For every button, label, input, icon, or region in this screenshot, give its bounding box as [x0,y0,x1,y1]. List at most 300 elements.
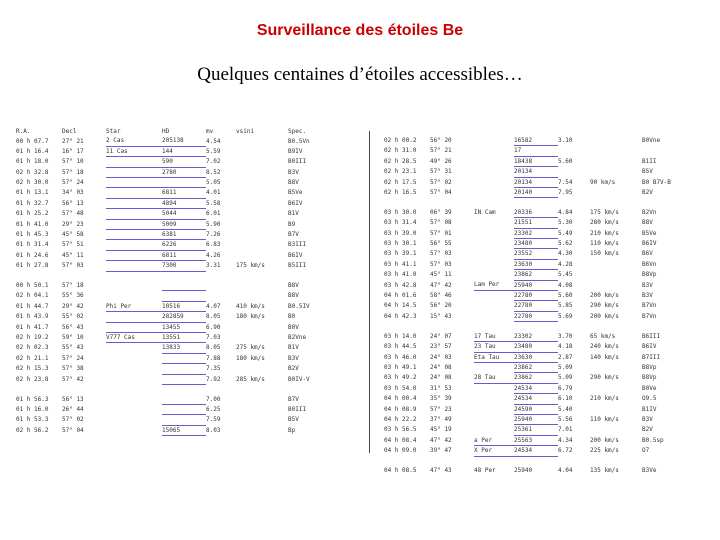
cell-star [474,270,514,280]
cell-hd: 13833 [162,343,206,353]
cell-vsini [590,362,642,372]
table-row [16,219,350,229]
cell-mv: 4.18 [558,343,573,351]
cell-star [474,156,514,166]
table-row [384,156,710,166]
cell-ra: 01 h 16.0 [16,405,49,413]
cell-ra: 02 h 00.2 [384,137,417,145]
cell-spec: B5V [288,416,299,424]
cell-vsini: 180 km/s [236,354,265,362]
cell-ra: 02 h 32.8 [16,168,49,176]
cell-hd: 23552 [514,249,558,259]
cell-ra: 02 h 02.3 [16,344,49,352]
cell-spec: B1II [642,157,657,165]
cell-star: 2 Cas [106,136,162,146]
cell-hd: 6811 [162,250,206,260]
column-divider [369,131,370,453]
cell-vsini [236,333,288,343]
cell-ra: 01 h 24.6 [16,251,49,259]
cell-hd: 25940 [514,280,558,290]
cell-mv: 5.60 [558,157,573,165]
cell-ra: 01 h 16.4 [16,147,49,155]
cell-spec: B8V [288,179,299,187]
cell-ra: 03 h 49.1 [384,363,417,371]
table-row [16,188,350,198]
cell-spec: B0IV-V [288,375,310,383]
table-row [384,466,710,475]
cell-dec: 57° 03 [430,250,452,258]
cell-ra: 04 h 01.6 [384,292,417,300]
cell-star [474,362,514,372]
cell-star [474,167,514,177]
cell-ra: 03 h 14.0 [384,332,417,340]
cell-star [106,219,162,229]
cell-hd: 18438 [514,156,558,166]
cell-spec: B3V [642,281,653,289]
cell-vsini [590,188,642,198]
cell-star: 17 Tau [474,332,514,342]
cell-mv: 6.83 [206,241,221,249]
cell-spec: B6IV [288,199,303,207]
cell-hd: 23480 [514,239,558,249]
table-row [16,322,350,332]
cell-mv: 4.26 [206,251,221,259]
cell-ra: 04 h 00.4 [384,395,417,403]
cell-spec: B8V [288,282,299,290]
cell-star [106,250,162,260]
cell-ra: 03 h 49.2 [384,374,417,382]
cell-hd: 23302 [514,228,558,238]
cell-star [106,167,162,177]
cell-vsini: 150 km/s [590,250,619,258]
cell-ra: 01 h 31.4 [16,241,49,249]
cell-hd: 590 [162,157,206,167]
table-row [16,209,350,219]
cell-spec: B5III [288,262,307,270]
cell-spec [642,146,710,156]
cell-dec: 56° 20 [430,137,452,145]
group-spacer [384,322,710,332]
table-row [384,373,710,383]
cell-hd: 24534 [514,446,558,456]
table-row [384,446,710,456]
cell-ra: 02 h 15.3 [16,365,49,373]
cell-spec: B2Vn [642,209,657,217]
cell-hd: 6811 [162,188,206,198]
cell-spec: B6IV [642,343,657,351]
cell-dec: 23° 57 [430,343,452,351]
cell-dec: 57° 21 [430,147,452,155]
cell-mv: 5.85 [558,302,573,310]
cell-hd: 23480 [514,342,558,352]
table-row [16,240,350,250]
cell-mv: 6.72 [558,447,573,455]
cell-vsini: 200 km/s [590,436,619,444]
cell-mv: 6.01 [206,210,221,218]
cell-ra: 00 h 07.7 [16,137,49,145]
column-header-mv: mv [206,128,214,135]
cell-vsini: 290 km/s [590,302,619,310]
cell-star [474,311,514,321]
cell-dec: 24° 08 [430,374,452,382]
cell-dec: 55° 02 [62,313,84,321]
cell-hd [162,394,206,404]
cell-mv: 7.92 [206,375,221,383]
cell-hd: 22780 [514,301,558,311]
cell-dec: 57° 18 [62,282,84,290]
cell-mv: 7.95 [558,189,573,197]
cell-vsini: 135 km/s [590,466,619,474]
cell-star [474,249,514,259]
cell-hd: 16582 [514,136,558,146]
cell-spec: B8Vp [642,271,657,279]
cell-spec: B6V [642,250,653,258]
cell-vsini: 175 km/s [236,262,265,270]
cell-hd [162,353,206,363]
cell-star: Eta Tau [474,352,514,362]
cell-star [106,353,162,363]
cell-vsini: 90 km/s [590,178,616,186]
cell-ra: 04 h 22.2 [384,415,417,423]
cell-spec: B0Ve [642,384,657,392]
cell-star [106,404,162,414]
cell-ra: 03 h 42.8 [384,281,417,289]
cell-vsini [236,415,288,425]
table-row [384,188,710,198]
cell-hd: 20134 [514,167,558,177]
cell-mv [206,291,236,301]
cell-ra: 03 h 41.0 [384,271,417,279]
cell-hd: 20134 [514,177,558,187]
cell-dec: 57° 02 [430,178,452,186]
cell-mv: 5.56 [558,415,573,423]
cell-vsini [590,404,642,414]
cell-vsini [236,425,288,435]
column-header-dec: Decl [62,128,77,135]
table-row [384,177,710,187]
cell-dec: 57° 03 [430,260,452,268]
cell-star [474,259,514,269]
table-row [384,218,710,228]
cell-ra: 01 h 56.3 [16,395,49,403]
cell-vsini [590,136,642,146]
cell-spec: B8Vp [642,374,657,382]
cell-star [106,230,162,240]
cell-vsini [236,219,288,229]
cell-ra: 02 h 31.0 [384,147,417,155]
table-row [16,312,350,322]
cell-mv: 3.31 [206,262,221,270]
cell-star [106,415,162,425]
cell-star: Lam Per [474,280,514,290]
cell-mv: 4.84 [558,209,573,217]
cell-ra: 03 h 46.0 [384,353,417,361]
cell-star [474,404,514,414]
cell-hd: 4894 [162,198,206,208]
spacer-cell [16,271,350,281]
cell-vsini [236,167,288,177]
cell-ra: 01 h 27.8 [16,262,49,270]
cell-ra: 04 h 14.5 [384,302,417,310]
cell-dec: 47° 43 [430,466,452,474]
cell-star: X Per [474,446,514,456]
cell-mv: 5.09 [558,374,573,382]
table-row [384,270,710,280]
spacer-cell [384,322,710,332]
table-row [16,146,350,156]
cell-spec: B8Vp [642,363,657,371]
table-row [16,157,350,167]
cell-mv: 5.69 [558,312,573,320]
cell-dec: 35° 39 [430,395,452,403]
cell-spec: B0III [288,158,307,166]
cell-hd: 13551 [162,333,206,343]
cell-dec: 57° 18 [62,168,84,176]
cell-mv: 4.08 [558,281,573,289]
table-row [16,178,350,188]
table-row [384,425,710,435]
cell-vsini: 240 km/s [590,343,619,351]
cell-vsini [236,281,288,291]
cell-hd [162,364,206,374]
cell-dec: 56° 20 [430,302,452,310]
cell-star [474,188,514,198]
cell-dec: 57° 51 [62,241,84,249]
cell-vsini [590,425,642,435]
cell-star: 11 Cas [106,146,162,156]
cell-ra: 03 h 41.1 [384,260,417,268]
cell-vsini: 110 km/s [590,415,619,423]
cell-spec: B1V [288,210,299,218]
cell-dec: 15° 43 [430,312,452,320]
cell-mv: 5.30 [558,219,573,227]
cell-mv: 2.87 [558,353,573,361]
cell-mv: 6.90 [206,323,221,331]
cell-ra: 03 h 44.5 [384,343,417,351]
cell-spec: B5V [642,168,653,176]
cell-mv: 7.54 [558,178,573,186]
cell-spec: B2Vne [288,334,307,342]
cell-vsini [236,188,288,198]
cell-hd: 10516 [162,301,206,311]
table-row [16,167,350,177]
cell-hd: 144 [162,146,206,156]
cell-dec: 06° 39 [430,209,452,217]
cell-ra: 03 h 54.0 [384,384,417,392]
cell-mv: 7.59 [206,416,221,424]
cell-star [474,383,514,393]
cell-star: V777 Cas [106,333,162,343]
group-spacer [16,385,350,395]
page-title: Surveillance des étoiles Be [256,22,464,39]
table-row [384,383,710,393]
cell-ra: 04 h 08.4 [384,436,417,444]
spacer-cell [16,385,350,395]
cell-spec: B7III [642,353,661,361]
cell-vsini [590,280,642,290]
cell-ra: 02 h 17.5 [384,178,417,186]
table-row [16,404,350,414]
cell-hd [162,404,206,414]
cell-vsini [236,322,288,332]
cell-hd [162,281,206,291]
cell-star [474,414,514,424]
cell-star [106,261,162,271]
table-row [16,291,350,301]
cell-mv: 7.26 [206,231,221,239]
column-header-spec: Spec. [288,128,307,135]
cell-star [474,291,514,301]
table-row [384,291,710,301]
cell-vsini: 175 km/s [590,209,619,217]
cell-star [106,209,162,219]
cell-star: Phi Per [106,301,162,311]
table-row [16,374,350,384]
cell-spec: B0Vne [642,137,661,145]
cell-dec: 37° 49 [430,415,452,423]
cell-star [106,364,162,374]
spacer-cell [384,198,710,208]
cell-vsini [590,383,642,393]
cell-vsini: 285 km/s [236,375,265,383]
spacer-cell [384,456,710,466]
cell-vsini [236,157,288,167]
cell-mv: 7.03 [206,334,221,342]
cell-spec: B6III [642,332,661,340]
cell-hd: 17 [514,146,558,156]
cell-ra: 01 h 41.7 [16,323,49,331]
cell-spec: B2V [288,365,299,373]
cell-star [474,239,514,249]
table-row [384,208,710,218]
cell-ra: 03 h 30.1 [384,240,417,248]
cell-mv [206,281,236,291]
table-row [384,167,710,177]
cell-hd: 23630 [514,352,558,362]
cell-dec: 31° 53 [430,384,452,392]
cell-star [106,394,162,404]
cell-spec: O9.5 [642,395,657,403]
cell-dec: 45° 11 [62,251,84,259]
column-header-vsini: vsini [236,128,255,135]
cell-dec: 29° 42 [62,302,84,310]
cell-vsini [590,146,642,156]
cell-mv: 6.79 [558,384,573,392]
table-row [16,353,350,363]
cell-hd: 5044 [162,209,206,219]
cell-vsini [236,178,288,188]
cell-ra: 02 h 04.1 [16,292,49,300]
cell-dec: 56° 55 [430,240,452,248]
table-row [16,425,350,435]
cell-ra: 00 h 50.1 [16,282,49,290]
cell-ra: 03 h 39.0 [384,229,417,237]
cell-spec: B9IV [288,147,303,155]
cell-dec: 56° 13 [62,199,84,207]
cell-hd: 23302 [514,332,558,342]
cell-dec: 57° 24 [62,354,84,362]
cell-spec: B5Ve [642,229,657,237]
cell-mv: 7.02 [206,158,221,166]
cell-mv: 4.04 [558,466,573,474]
cell-ra: 04 h 42.3 [384,312,417,320]
table-row [16,333,350,343]
table-row [384,228,710,238]
table-row [384,332,710,342]
cell-ra: 04 h 09.0 [384,447,417,455]
cell-ra: 01 h 13.1 [16,189,49,197]
cell-spec: B7Vn [642,302,657,310]
cell-hd: 25940 [514,414,558,424]
cell-vsini: 65 km/s [590,332,616,340]
cell-hd: 24534 [514,383,558,393]
cell-mv: 7.35 [206,365,221,373]
table-row [16,136,350,146]
column-header-ra: R.A. [16,128,31,135]
table-row [384,301,710,311]
cell-mv: 5.05 [206,179,221,187]
cell-vsini: 290 km/s [590,374,619,382]
table-row [384,146,710,156]
cell-dec: 24° 08 [430,363,452,371]
cell-ra: 01 h 25.2 [16,210,49,218]
cell-dec: 45° 11 [430,271,452,279]
cell-ra: 02 h 30.0 [16,179,49,187]
cell-dec: 24° 03 [430,353,452,361]
cell-spec: B0III [288,405,307,413]
table-row [384,259,710,269]
cell-star [106,425,162,435]
cell-star [474,218,514,228]
cell-star [106,198,162,208]
table-row [384,394,710,404]
cell-dec: 57° 01 [430,229,452,237]
cell-mv [558,146,590,156]
cell-star [106,178,162,188]
cell-spec: B6IV [642,240,657,248]
cell-spec: B0.5sp [642,436,664,444]
cell-spec: B3V [288,168,299,176]
cell-star [474,136,514,146]
cell-ra: 04 h 08.9 [384,405,417,413]
cell-star [106,322,162,332]
cell-vsini: 200 km/s [590,312,619,320]
cell-ra: 03 h 31.4 [384,219,417,227]
cell-hd: 21551 [514,218,558,228]
cell-hd: 7300 [162,261,206,271]
cell-dec: 57° 04 [430,189,452,197]
cell-mv: 8.05 [206,344,221,352]
table-row [384,362,710,372]
cell-vsini [590,156,642,166]
table-row [384,342,710,352]
cell-hd: 25563 [514,435,558,445]
cell-spec: B0 [288,313,296,321]
cell-hd: 20140 [514,188,558,198]
cell-hd: 23630 [514,259,558,269]
table-row [16,301,350,311]
cell-mv: 3.10 [558,137,573,145]
cell-spec: B0V [288,323,299,331]
cell-hd: 6381 [162,230,206,240]
cell-star [474,177,514,187]
cell-dec: 57° 38 [62,365,84,373]
cell-star [474,228,514,238]
table-row [16,230,350,240]
cell-mv: 4.01 [206,189,221,197]
cell-hd: 205138 [162,136,206,146]
table-row [16,261,350,271]
